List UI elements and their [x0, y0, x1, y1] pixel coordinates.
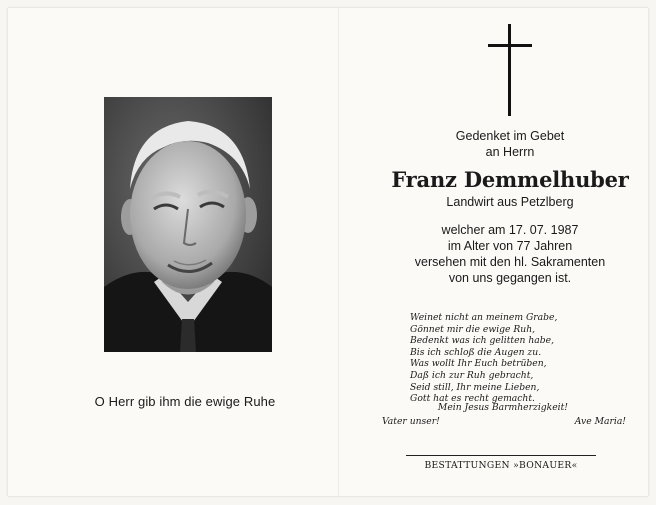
portrait-photo	[104, 97, 272, 352]
detail-line: im Alter von 77 Jahren	[447, 239, 573, 253]
occupation: Landwirt aus Petzlberg	[446, 195, 574, 209]
poem-line: Gönnet mir die ewige Ruh,	[410, 323, 536, 335]
poem-line: Seid still, Ihr meine Lieben,	[410, 381, 540, 393]
poem-line: Gott hat es recht gemacht.	[410, 393, 535, 405]
intro-line-1: Gedenket im Gebet	[455, 129, 565, 143]
ave-maria: Ave Maria!	[574, 416, 626, 427]
cross-icon	[488, 24, 532, 116]
prayer-text: O Herr gib ihm die ewige Ruhe	[94, 394, 276, 409]
intro-line-2: an Herrn	[485, 145, 535, 159]
poem-line: Bis ich schloß die Augen zu.	[410, 346, 542, 358]
detail-line: versehen mit den hl. Sakramenten	[414, 255, 606, 269]
vater-unser: Vater unser!	[382, 416, 440, 427]
detail-line: welcher am 17. 07. 1987	[441, 223, 579, 237]
portrait-photo-icon	[104, 97, 272, 352]
detail-line: von uns gegangen ist.	[448, 271, 572, 285]
obituary-text	[360, 128, 656, 286]
poem-line: Bedenkt was ich gelitten habe,	[410, 335, 554, 347]
poem-line: Weinet nicht an meinem Grabe,	[410, 312, 558, 323]
poem-line: Was wollt Ihr Euch betrüben,	[410, 358, 547, 370]
funeral-home: BESTATTUNGEN »BONAUER«	[424, 460, 578, 471]
card-fold	[338, 8, 339, 496]
death-details	[360, 222, 656, 286]
jesus-line: Mein Jesus Barmherzigkeit!	[437, 402, 568, 413]
poem-line: Daß ich zur Ruh gebracht,	[410, 369, 534, 381]
deceased-name: Franz Demmelhuber	[391, 167, 629, 192]
divider	[406, 455, 596, 456]
poem	[410, 312, 610, 405]
